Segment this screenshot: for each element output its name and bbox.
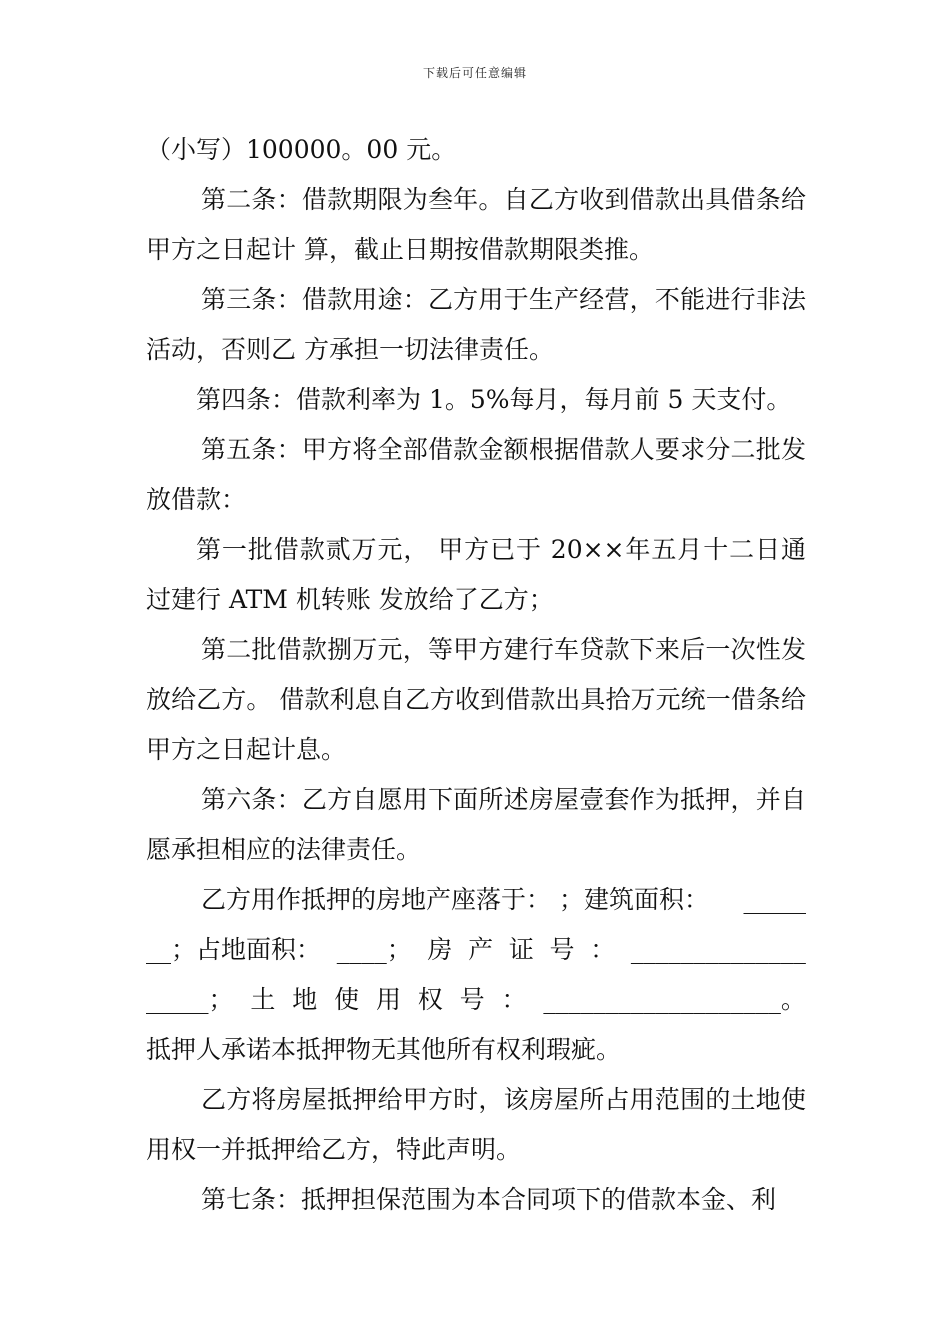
paragraph-article-4: 第四条：借款利率为 1。5%每月，每月前 5 天支付。: [196, 385, 792, 414]
paragraph-second-batch: 第二批借款捌万元，等甲方建行车贷款下来后一次性发放给乙方。 借款利息自乙方收到借款出具拾万元统一借条给甲方之日起计息。: [146, 635, 806, 764]
paragraph-land-use-right: 乙方将房屋抵押给甲方时，该房屋所占用范围的土地使用权一并抵押给乙方，特此声明。: [146, 1085, 806, 1164]
building-area-blank: _____: [743, 885, 806, 914]
cert-char-1: 房: [427, 935, 453, 964]
land-char-6: 号: [459, 985, 485, 1014]
paragraph-article-2: 第二条：借款期限为叁年。自乙方收到借款出具借条给甲方之日起计 算，截止日期按借款期限类推。: [146, 185, 806, 264]
mortgage-line-2: [146, 925, 806, 975]
land-char-3: 使: [334, 985, 360, 1014]
paragraph-first-batch: 第一批借款贰万元， 甲方已于 20××年五月十二日通过建行 ATM 机转账 发放给了乙方；: [146, 535, 806, 614]
cert-char-3: 证: [508, 935, 534, 964]
land-area-blank: ____；: [336, 935, 412, 964]
land-colon: ：: [501, 985, 527, 1014]
mortgage-location-label: 乙方用作抵押的房地产座落于： ；建筑面积：: [201, 885, 709, 914]
mortgage-line-1: [146, 875, 806, 925]
land-char-1: 土: [250, 985, 276, 1014]
mortgage-line-3: [146, 975, 806, 1025]
paragraph-article-3: 第三条：借款用途：乙方用于生产经营，不能进行非法活动，否则乙 方承担一切法律责任。: [146, 285, 806, 364]
land-right-number-blank: ___________________。: [543, 985, 806, 1014]
cert-number-blank-end: _____；: [146, 985, 234, 1014]
cert-char-2: 产: [468, 935, 494, 964]
contract-body: [146, 125, 806, 1225]
cert-colon: ：: [590, 935, 616, 964]
land-char-4: 用: [375, 985, 401, 1014]
mortgage-promise: 抵押人承诺本抵押物无其他所有权利瑕疵。: [146, 1035, 622, 1064]
land-char-2: 地: [292, 985, 318, 1014]
paragraph-article-5: 第五条：甲方将全部借款金额根据借款人要求分二批发放借款：: [146, 435, 806, 514]
cert-char-4: 号: [549, 935, 575, 964]
paragraph-article-7: 第七条：抵押担保范围为本合同项下的借款本金、利: [201, 1185, 777, 1214]
land-area-label: __；占地面积：: [146, 935, 322, 964]
paragraph-amount: （小写）100000。00 元。: [146, 135, 457, 164]
paragraph-mortgage-property: [146, 875, 806, 1075]
page-header: 下载后可任意编辑: [422, 66, 527, 80]
land-char-5: 权: [417, 985, 443, 1014]
cert-number-blank: ______________: [630, 935, 806, 964]
paragraph-article-6: 第六条：乙方自愿用下面所述房屋壹套作为抵押，并自愿承担相应的法律责任。: [146, 785, 806, 864]
